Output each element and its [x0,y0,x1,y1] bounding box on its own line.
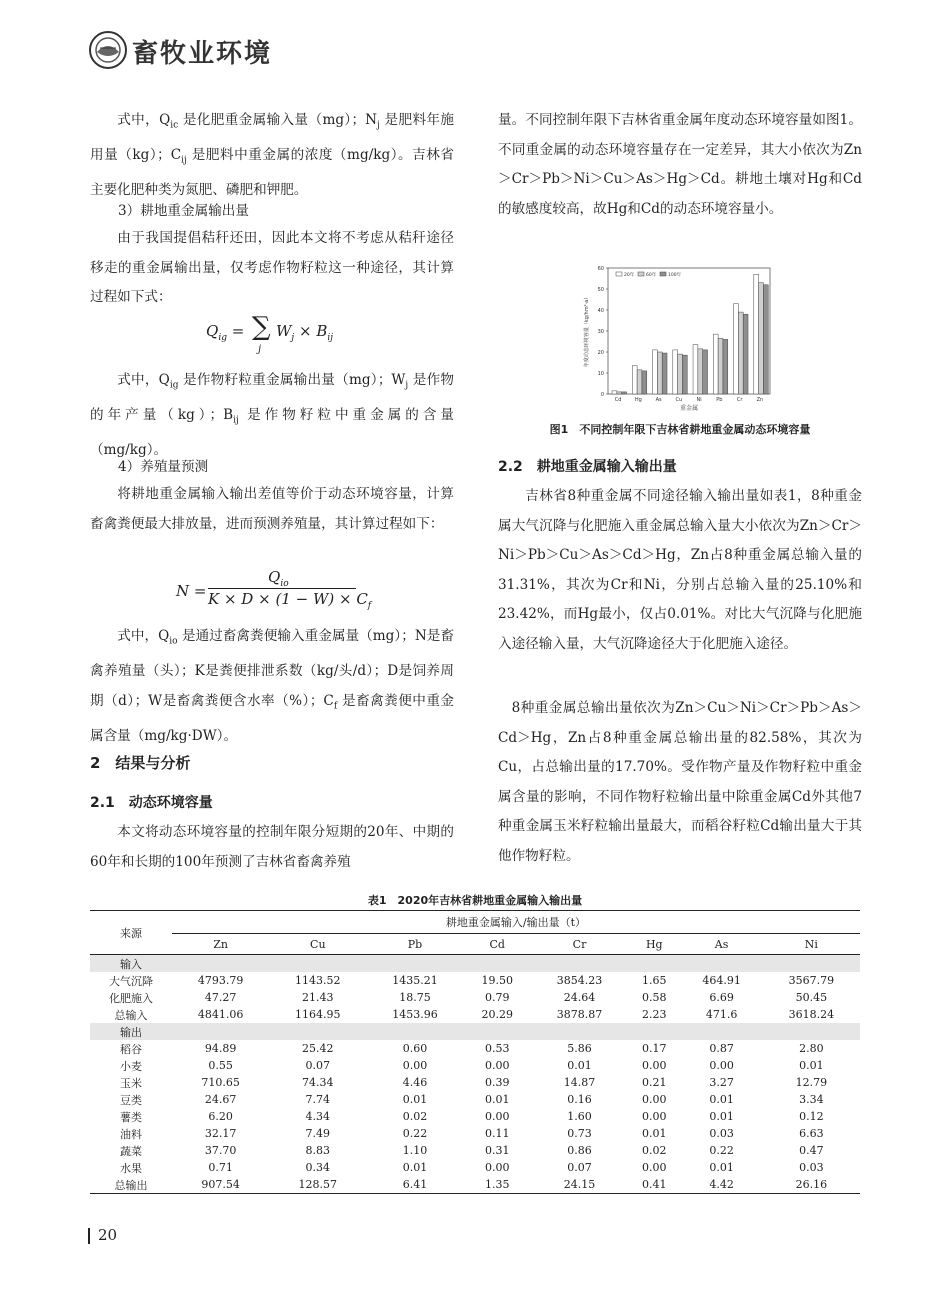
bar-20年-Hg [632,366,637,394]
table-cell: 0.47 [799,1144,824,1157]
table-cell: 0.86 [567,1144,592,1157]
table-col-header: Cu [310,937,326,951]
table-cell: 7.74 [305,1093,331,1106]
table-row [90,1006,860,1023]
x-tick-label: As [655,397,662,403]
table-cell: 6.20 [208,1110,233,1123]
table-cell: 3854.23 [556,974,603,987]
table-cell: 0.22 [402,1127,428,1140]
x-tick-label: Ni [696,397,702,403]
table-row-label: 总输出 [114,1178,148,1192]
table-cell: 0.01 [642,1127,667,1140]
section-heading-results: 2 结果与分析 [90,754,191,772]
table-row [90,972,860,989]
x-tick-label: Zn [756,397,764,403]
table-cell: 0.01 [799,1059,824,1072]
bar-20年-Ni [693,345,698,394]
table-row-label: 输出 [120,1025,142,1039]
x-tick-label: Hg [634,397,642,403]
table-cell: 5.86 [567,1042,592,1055]
table-row-label: 输入 [120,957,142,971]
table-cell [531,955,628,973]
table-1-caption: 表1 2020年吉林省耕地重金属输入输出量 [367,894,583,907]
table-row [90,1176,860,1194]
table-cell: 471.6 [705,1008,738,1021]
x-tick-label: Pb [716,397,723,403]
table-cell: 24.64 [563,991,596,1004]
table-cell: 94.89 [204,1042,237,1055]
table-row [90,1040,860,1057]
table-cell: 0.21 [642,1076,667,1089]
table-cell: 14.87 [563,1076,596,1089]
table-cell: 1143.52 [295,974,341,987]
table-col-header: Cr [572,937,587,951]
table-cell [628,955,680,973]
legend-swatch-20年 [616,272,622,276]
legend-label: 20年 [624,273,635,278]
bar-100年-Cd [622,392,627,394]
table-col-header: Ni [804,937,818,951]
legend-label: 60年 [646,273,657,278]
table-header-source: 来源 [120,926,142,940]
table-cell: 0.11 [485,1127,510,1140]
section-heading-input-output: 2.2 耕地重金属输入输出量 [498,459,677,475]
table-cell [763,955,860,973]
table-cell: 0.00 [642,1110,667,1123]
x-tick-label: Cr [736,397,743,403]
y-tick-label: 10 [597,371,604,377]
y-axis-label: 年度动态环境容量（kg/hm²·a） [584,294,590,368]
table-cell: 0.00 [485,1059,510,1072]
table-cell: 0.00 [642,1059,667,1072]
bar-60年-Pb [718,338,723,394]
table-cell: 50.45 [795,991,828,1004]
table-cell: 2.23 [642,1008,667,1021]
left-paragraph-formula-notes: 式中，$Q_{ig}$ 是作物籽粒重金属输出量（mg）；$W_j$ 是作物的年产量（kg）；$B_{ij}$ 是作物籽粒中重金属的含量（mg/kg）。 [90,372,454,459]
right-paragraph-input: 吉林省8种重金属不同途径输入输出量如表1，8种重金属大气沉降与化肥施入重金属总输入量大小依次为Zn＞Cr＞Ni＞Pb＞Cu＞As＞Cd＞Hg，Zn占8种重金属总输入量的31.31%，其次为Cr和Ni，分别占总输入量的25.10%和23.42%，而Hg最小，仅占0.01%。对比大气沉降与化肥施入途径输入量，大气沉降途径大于化肥施入途径。 [498,488,862,652]
table-row [90,955,860,973]
bar-60年-As [657,352,662,394]
table-cell: 32.17 [204,1127,237,1140]
table-col-header: Hg [645,937,663,951]
y-tick-label: 50 [597,287,604,293]
table-cell: 4841.06 [197,1008,244,1021]
table-row [90,1142,860,1159]
table-cell: 3567.79 [788,974,835,987]
table-cell: 19.50 [481,974,513,987]
table-row [90,1023,860,1040]
table-header-group: 耕地重金属输入/输出量（t） [172,911,860,934]
bar-60年-Cu [678,354,683,394]
table-row-label: 稻谷 [120,1042,142,1056]
table-cell: 4793.79 [197,974,244,987]
left-paragraph-output: 由于我国提倡秸秆还田，因此本文将不考虑从秸秆途径移走的重金属输出量，仅考虑作物籽粒这一种途径，其计算过程如下式： [90,230,454,305]
table-col-header: Cd [489,937,505,951]
table-row [90,1091,860,1108]
table-cell: 0.34 [305,1161,331,1174]
table-cell: 0.01 [709,1161,734,1174]
x-axis-label: 重金属 [679,405,699,412]
table-cell: 20.29 [481,1008,513,1021]
table-cell [464,1023,531,1040]
table-row-label: 总输入 [114,1008,148,1022]
table-cell: 0.02 [642,1144,667,1157]
table-cell: 2.80 [799,1042,824,1055]
table-cell: 128.57 [298,1178,338,1191]
table-cell: 3878.87 [556,1008,603,1021]
table-cell: 0.00 [485,1110,510,1123]
table-row [90,1074,860,1091]
table-cell: 0.16 [567,1093,592,1106]
table-cell: 0.53 [485,1042,510,1055]
y-tick-label: 60 [597,266,604,272]
table-cell: 710.65 [201,1076,240,1089]
table-cell: 464.91 [702,974,741,987]
table-cell [269,1023,366,1040]
table-cell: 0.01 [709,1093,734,1106]
bar-100年-Cr [743,314,748,394]
table-cell: 0.60 [402,1042,428,1055]
figure-1-chart [580,262,780,418]
table-cell: 0.71 [208,1161,233,1174]
table-col-header: Pb [407,937,423,951]
table-row-label: 豆类 [120,1093,142,1107]
table-cell: 8.83 [305,1144,331,1157]
table-cell: 1.35 [485,1178,510,1191]
table-cell: 0.03 [799,1161,824,1174]
table-cell [680,1023,762,1040]
right-paragraph-output: 8种重金属总输出量依次为Zn＞Cu＞Ni＞Cr＞Pb＞As＞Cd＞Hg，Zn占8种重金属总输出量的82.58%，其次为Cu，占总输出量的17.70%。受作物产量及作物籽粒中重金属含量的影响，不同作物籽粒输出量中除重金属Cd外其他7种重金属玉米籽粒输出量最大，而稻谷籽粒Cd输出量大于其他作物籽粒。 [498,700,862,864]
table-cell: 0.02 [402,1110,428,1123]
formula-breeding: N = $Q_{io}$ $K \times D \times (1 - W) \times C_f$ [176,568,372,611]
table-cell: 4.34 [305,1110,331,1123]
table-cell [464,955,531,973]
table-cell: 4.46 [402,1076,428,1089]
table-cell: 0.79 [485,991,510,1004]
table-cell: 18.75 [399,991,431,1004]
table-row [90,989,860,1006]
subheading-output: 3）耕地重金属输出量 [118,203,249,219]
table-cell: 0.22 [709,1144,734,1157]
table-cell: 4.42 [709,1178,734,1191]
table-cell: 0.87 [709,1042,734,1055]
table-cell: 0.00 [642,1161,667,1174]
table-row-label: 油料 [120,1127,142,1141]
x-tick-label: Cd [614,397,622,403]
bar-100年-Cu [682,355,687,394]
bar-60年-Cd [617,392,622,394]
table-row-label: 玉米 [120,1076,142,1090]
bar-20年-Cu [673,350,678,394]
table-cell [172,955,269,973]
table-cell: 1.60 [567,1110,592,1123]
table-cell: 3.34 [799,1093,824,1106]
table-row-label: 蔬菜 [120,1144,142,1158]
table-cell: 0.01 [567,1059,592,1072]
table-cell: 0.58 [642,991,667,1004]
table-cell [269,955,366,973]
table-cell: 0.00 [642,1093,667,1106]
table-row [90,1159,860,1176]
table-col-header: Zn [213,937,228,951]
journal-logo [88,30,128,70]
table-cell: 0.12 [799,1110,824,1123]
legend-swatch-100年 [660,272,666,276]
table-row-label: 化肥施入 [109,991,153,1005]
table-cell: 3.27 [709,1076,734,1089]
table-cell: 907.54 [201,1178,240,1191]
table-row [90,1057,860,1074]
table-cell [680,955,762,973]
y-tick-label: 30 [597,329,604,335]
bar-60年-Ni [698,349,703,394]
legend-label: 100年 [668,273,682,278]
formula-output: $Q_{ig}$ = ∑ j $W_j \times B_{ij}$ [206,312,334,355]
table-cell: 0.00 [402,1059,428,1072]
table-cell: 37.70 [204,1144,237,1157]
page-number-bar [88,1228,90,1244]
table-cell: 6.69 [709,991,734,1004]
table-cell: 47.27 [204,991,237,1004]
table-cell: 0.01 [485,1093,510,1106]
table-cell [531,1023,628,1040]
bar-100年-Zn [763,285,768,394]
journal-name: 畜牧业环境 [132,39,273,69]
table-cell: 0.41 [642,1178,667,1191]
table-cell: 1164.95 [295,1008,341,1021]
table-cell: 74.34 [302,1076,334,1089]
left-paragraph-breeding-notes: 式中，$Q_{io}$ 是通过畜禽粪便输入重金属量（mg）；N是畜禽养殖量（头）；K是粪便排泄系数（kg/头/d）；D是饲养周期（d）；W是畜禽粪便含水率（%）；$C_f$ 是畜禽粪便中重金属含量（mg/kg·DW）。 [90,628,455,744]
bar-60年-Hg [637,370,642,394]
table-1 [90,910,860,1194]
right-paragraph-capacity: 量。不同控制年限下吉林省重金属年度动态环境容量如图1。不同重金属的动态环境容量存在一定差异，其大小依次为Zn＞Cr＞Pb＞Ni＞Cu＞As＞Hg＞Cd。耕地土壤对Hg和Cd的敏感度较高，故Hg和Cd的动态环境容量小。 [498,112,862,217]
y-tick-label: 20 [597,350,604,356]
y-tick-label: 40 [597,308,604,314]
bar-20年-Zn [754,274,759,394]
figure-1-caption: 图1 不同控制年限下吉林省耕地重金属动态环境容量 [549,423,811,436]
table-row [90,1108,860,1125]
table-cell [172,1023,269,1040]
table-row [90,1125,860,1142]
x-tick-label: Cu [675,397,683,403]
left-paragraph-breeding: 将耕地重金属输入输出差值等价于动态环境容量，计算畜禽粪便最大排放量，进而预测养殖量，其计算过程如下： [90,486,454,532]
subheading-breeding: 4）养殖量预测 [118,459,209,475]
page-number: 20 [98,1226,118,1244]
bar-100年-As [662,353,667,394]
table-row-label: 大气沉降 [109,974,153,988]
table-cell: 0.17 [642,1042,667,1055]
table-cell: 6.63 [799,1127,824,1140]
table-row-label: 小麦 [120,1059,142,1073]
table-cell: 0.00 [485,1161,510,1174]
table-cell [628,1023,680,1040]
bar-20年-Cd [612,391,617,394]
table-cell: 1453.96 [392,1008,438,1021]
table-cell: 0.00 [709,1059,734,1072]
table-cell: 7.49 [305,1127,331,1140]
table-cell: 1435.21 [392,974,438,987]
table-cell: 12.79 [795,1076,828,1089]
table-cell: 26.16 [795,1178,828,1191]
bar-20年-Pb [713,334,718,394]
left-paragraph-fertilizer: 式中，$Q_{ic}$ 是化肥重金属输入量（mg）；$N_j$ 是肥料年施用量（kg）；$C_{ij}$ 是肥料中重金属的浓度（mg/kg）。吉林省主要化肥种类为氮肥、磷肥和钾肥。 [90,112,454,199]
table-cell [366,1023,463,1040]
bar-60年-Cr [738,312,743,394]
table-cell: 1.65 [642,974,667,987]
section-heading-dynamic-capacity: 2.1 动态环境容量 [90,795,213,811]
bar-20年-Cr [734,304,739,394]
bar-100年-Ni [703,350,708,394]
y-tick-label: 0 [600,392,604,398]
table-cell: 0.01 [402,1093,428,1106]
table-cell: 0.01 [709,1110,734,1123]
table-cell: 0.39 [485,1076,510,1089]
bar-100年-Hg [642,371,647,394]
table-row-label: 薯类 [120,1110,142,1124]
bar-60年-Zn [759,283,764,394]
table-cell: 21.43 [302,991,334,1004]
table-cell: 6.41 [402,1178,428,1191]
table-cell [763,1023,860,1040]
table-row-label: 水果 [120,1161,142,1175]
table-cell: 0.31 [485,1144,510,1157]
table-cell: 0.07 [305,1059,331,1072]
table-cell: 25.42 [302,1042,334,1055]
bar-100年-Pb [723,339,728,394]
table-col-header: As [714,937,729,951]
table-cell: 24.15 [563,1178,596,1191]
table-cell: 24.67 [204,1093,237,1106]
table-cell: 3618.24 [788,1008,835,1021]
table-cell: 0.03 [709,1127,734,1140]
bar-20年-As [653,350,658,394]
table-cell: 0.07 [567,1161,592,1174]
table-cell [366,955,463,973]
table-cell: 0.55 [208,1059,233,1072]
table-cell: 0.73 [567,1127,592,1140]
table-cell: 1.10 [402,1144,428,1157]
left-paragraph-dynamic-capacity: 本文将动态环境容量的控制年限分短期的20年、中期的60年和长期的100年预测了吉林省畜禽养殖 [90,824,454,870]
table-cell: 0.01 [402,1161,428,1174]
legend-swatch-60年 [638,272,644,276]
